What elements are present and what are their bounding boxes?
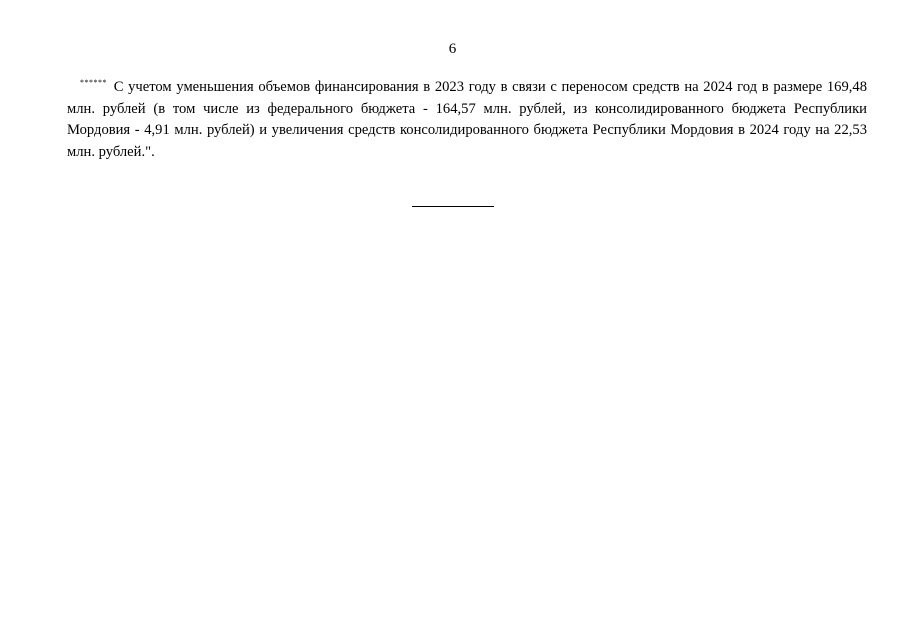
footnote-marker: ****** bbox=[80, 78, 107, 87]
end-rule bbox=[412, 206, 494, 207]
page-number: 6 bbox=[448, 41, 457, 57]
footnote bbox=[67, 77, 867, 163]
footnote-text: С учетом уменьшения объемов финансирования в 2023 году в связи с переносом средств на 2024 год в размере 169,48 млн. рублей (в том числе из федерального бюджета - 164,57 млн. рублей, из консолидированного бюджета Республики Мордовия - 4,91 млн. рублей) и увеличения средств консолидированного бюджета Республики Мордовия в 2024 году на 22,53 млн. рублей.". bbox=[67, 79, 867, 160]
